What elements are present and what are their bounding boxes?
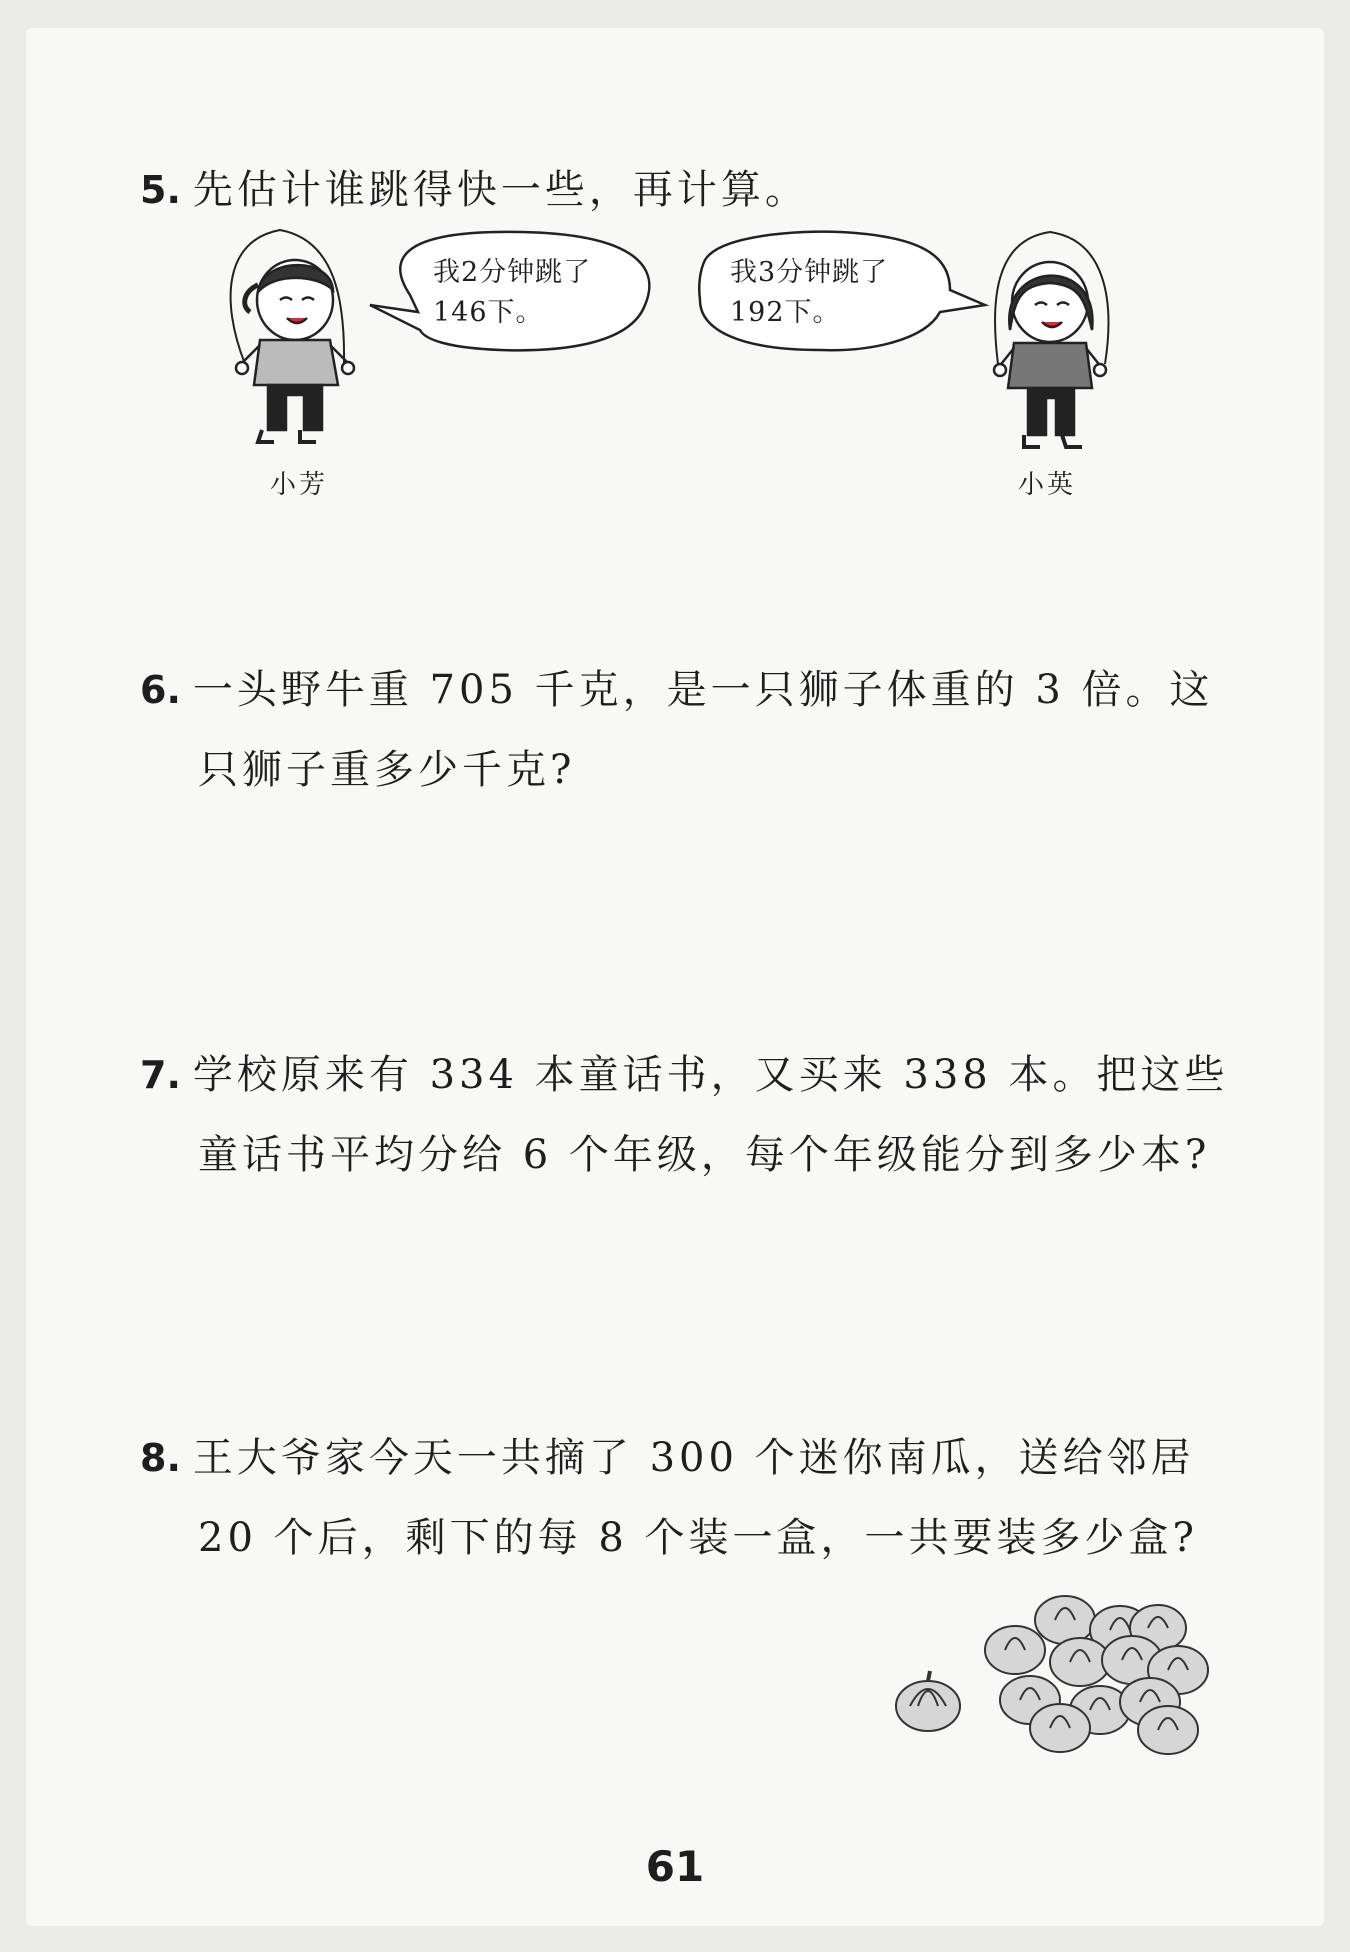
speech-right-line1: 我3分钟跳了 xyxy=(730,257,889,288)
problem-number: 6. xyxy=(140,668,181,712)
problem-number: 8. xyxy=(140,1436,181,1480)
speech-right-text xyxy=(730,253,888,333)
speech-left-text xyxy=(433,253,591,333)
page-number: 61 xyxy=(645,1842,705,1891)
speech-right-line2: 192下。 xyxy=(730,297,841,328)
girl-xiaoying-icon xyxy=(994,232,1108,447)
problem-7 xyxy=(140,1035,1228,1195)
girl-xiaofang-icon xyxy=(231,230,354,442)
speech-left-line2: 146下。 xyxy=(433,297,544,328)
pumpkins-icon xyxy=(896,1596,1208,1754)
speech-left-line1: 我2分钟跳了 xyxy=(433,257,592,288)
problem-number: 5. xyxy=(140,168,181,212)
problem-text-line1: 一头野牛重 705 千克，是一只狮子体重的 3 倍。这 xyxy=(192,667,1214,713)
problem-5 xyxy=(140,150,809,230)
problem-text-line2: 童话书平均分给 6 个年级，每个年级能分到多少本? xyxy=(198,1132,1211,1178)
problem-6 xyxy=(140,650,1214,810)
problem-text-line1: 王大爷家今天一共摘了 300 个迷你南瓜，送给邻居 xyxy=(192,1435,1195,1481)
problem-text: 先估计谁跳得快一些，再计算。 xyxy=(192,167,809,213)
name-xiaofang: 小芳 xyxy=(270,470,329,500)
problem-text-line2: 只狮子重多少千克? xyxy=(198,747,576,793)
problem-8 xyxy=(140,1418,1198,1578)
pumpkin-single-icon xyxy=(896,1671,960,1731)
pumpkin-pile-icon xyxy=(985,1596,1208,1754)
problem-text-line1: 学校原来有 334 本童话书，又买来 338 本。把这些 xyxy=(192,1052,1229,1098)
problem-text-line2: 20 个后，剩下的每 8 个装一盒，一共要装多少盒? xyxy=(198,1515,1198,1561)
name-xiaoying: 小英 xyxy=(1018,470,1077,500)
problem-number: 7. xyxy=(140,1053,181,1097)
